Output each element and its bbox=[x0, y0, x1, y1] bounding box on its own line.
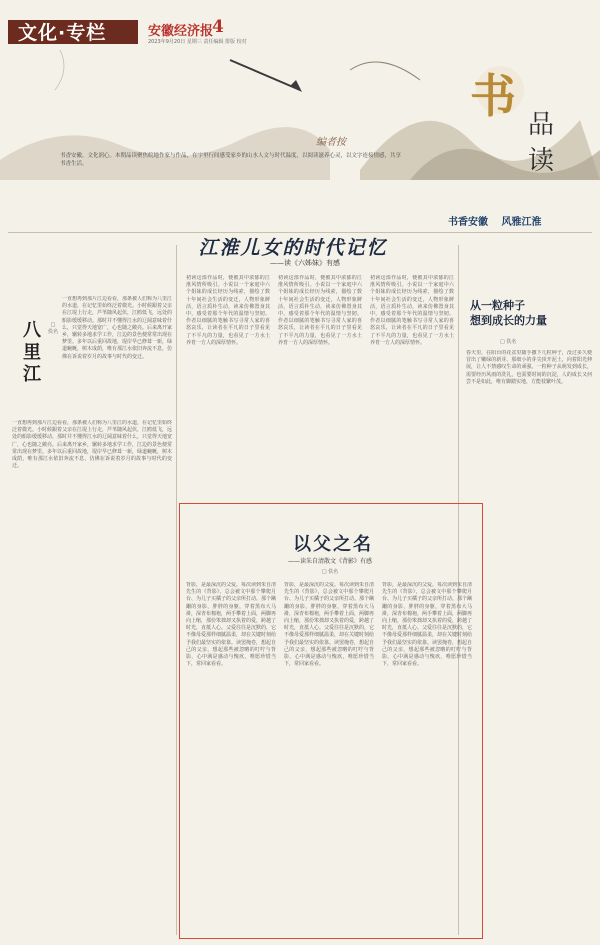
right-article-body: 春天里，在阳台的花盆里随手撒下几粒种子，没过多久便冒出了嫩绿的新芽。那细小的芽尖顶开泥土，向着阳光伸展，让人不禁感叹生命的顽强。一粒种子从萌发到成长，需要经历风雨的洗礼，也需要时间的沉淀，人的成长又何尝不是如此，唯有脚踏实地，方能枝繁叶茂。 bbox=[466, 350, 592, 385]
editor-note-text: 书香安徽，文化润心。本期品读聚焦皖地作家与作品，在字里行间感受家乡的山水人文与时代温度，以阅读滋养心灵，以文字连接情感，共享书香生活。 bbox=[60, 153, 402, 167]
featured-article-subtitle: ——读朱自清散文《背影》有感 bbox=[287, 558, 372, 565]
featured-article-author: □ 佚名 bbox=[321, 569, 339, 575]
right-article-author: □ 佚名 bbox=[500, 339, 517, 345]
slogan-left: 书香安徽 bbox=[448, 217, 488, 228]
center-article-title: 江淮儿女的时代记忆 bbox=[198, 237, 388, 259]
featured-article-col1: 背影，是最深沉的父爱。每次读到朱自清先生的《背影》，总会被文中那个攀爬月台、为儿子买橘子的父亲所打动。那个蹒跚的身影，胖胖的身躯，穿着黑布大马褂，深青布棉袍，两手攀着上面，两脚再向上缩，那份笨拙却又执着的爱，跨越了时光，直抵人心。父爱往往是沉默的，它不像母爱那样细腻温柔，却在关键时刻给予我们最坚实的依靠。读罢掩卷，想起自己的父亲，想起那些被忽略的叮咛与背影，心中满是感动与愧疚，唯愿珍惜当下，常回家看看。 bbox=[186, 582, 276, 668]
center-article-col2: 初读这部作品时，便被其中浓郁的江淮风情所吸引。小说以一个家庭中六个姐妹的成长经历为线索，描绘了数十年间社会生活的变迁，人物形象鲜活，语言质朴生动，读来仿佛置身其中，感受着那个年代的温情与坚韧。作者以细腻的笔触书写寻常人家的喜怒哀乐，让读者在平凡的日子里看见了不平凡的力量，也看见了一方水土养育一方人的深厚情怀。 bbox=[278, 275, 362, 346]
left-article-author: □ 佚名 bbox=[48, 322, 59, 335]
featured-article-col2: 背影，是最深沉的父爱。每次读到朱自清先生的《背影》，总会被文中那个攀爬月台、为儿子买橘子的父亲所打动。那个蹒跚的身影，胖胖的身躯，穿着黑布大马褂，深青布棉袍，两手攀着上面，两脚再向上缩，那份笨拙却又执着的爱，跨越了时光，直抵人心。父爱往往是沉默的，它不像母爱那样细腻温柔，却在关键时刻给予我们最坚实的依靠。读罢掩卷，想起自己的父亲，想起那些被忽略的叮咛与背影，心中满是感动与愧疚，唯愿珍惜当下，常回家看看。 bbox=[284, 582, 374, 668]
center-article-subtitle: ——读《六姊妹》有感 bbox=[270, 259, 340, 267]
page-number: 4 bbox=[212, 17, 224, 37]
featured-article-col3: 背影，是最深沉的父爱。每次读到朱自清先生的《背影》，总会被文中那个攀爬月台、为儿子买橘子的父亲所打动。那个蹒跚的身影，胖胖的身躯，穿着黑布大马褂，深青布棉袍，两手攀着上面，两脚再向上缩，那份笨拙却又执着的爱，跨越了时光，直抵人心。父爱往往是沉默的，它不像母爱那样细腻温柔，却在关键时刻给予我们最坚实的依靠。读罢掩卷，想起自己的父亲，想起那些被忽略的叮咛与背影，心中满是感动与愧疚，唯愿珍惜当下，常回家看看。 bbox=[382, 582, 472, 668]
column-title-top: 品 bbox=[528, 110, 555, 140]
left-article-body: 一直想再到那片江边看看，那条被人们称为八里江的水道，在记忆里始终泛着微光。小时候跟着父亲在江堤上行走，芦苇随风起伏，江鸥低飞，远处的船影缓缓移动。那时并不懂得江水的辽阔意味着什么，只觉得天地宽广，心也随之敞亮。后来离开家乡，辗转多地求学工作，江边的景色便常常出现在梦里。多年以后重回故地，堤岸早已修葺一新，绿道蜿蜒，树木成荫，唯有那江水依旧奔流不息，仿佛在诉说着岁月的故事与时代的变迁。 bbox=[12, 420, 172, 470]
left-column-divider bbox=[176, 245, 177, 935]
column-title-bottom: 读 bbox=[528, 146, 555, 176]
left-article-body-top: 一直想再到那片江边看看，那条被人们称为八里江的水道，在记忆里始终泛着微光。小时候跟着父亲在江堤上行走，芦苇随风起伏，江鸥低飞，远处的船影缓缓移动。那时并不懂得江水的辽阔意味着什么，只觉得天地宽广，心也随之敞亮。后来离开家乡，辗转多地求学工作，江边的景色便常常出现在梦里。多年以后重回故地，堤岸早已修葺一新，绿道蜿蜒，树木成荫，唯有那江水依旧奔流不息，仿佛在诉说着岁月的故事与时代的变迁。 bbox=[62, 296, 172, 360]
brush-calligraphy-char: 书 bbox=[470, 69, 516, 123]
featured-article-title: 以父之名 bbox=[293, 534, 373, 555]
slogan-right: 风雅江淮 bbox=[501, 217, 542, 228]
section-title: 文化·专栏 bbox=[18, 22, 107, 44]
right-article-title bbox=[470, 298, 595, 328]
right-article-title-line1: 从一粒种子 bbox=[470, 299, 525, 312]
right-article-title-line2: 想到成长的力量 bbox=[470, 314, 547, 327]
newspaper-masthead: 安徽经济报 bbox=[148, 24, 214, 39]
center-article-col3: 初读这部作品时，便被其中浓郁的江淮风情所吸引。小说以一个家庭中六个姐妹的成长经历为线索，描绘了数十年间社会生活的变迁，人物形象鲜活，语言质朴生动，读来仿佛置身其中，感受着那个年代的温情与坚韧。作者以细腻的笔触书写寻常人家的喜怒哀乐，让读者在平凡的日子里看见了不平凡的力量，也看见了一方水土养育一方人的深厚情怀。 bbox=[370, 275, 454, 346]
left-article-title: 八里江 bbox=[23, 320, 41, 385]
center-article-col1: 初读这部作品时，便被其中浓郁的江淮风情所吸引。小说以一个家庭中六个姐妹的成长经历为线索，描绘了数十年间社会生活的变迁，人物形象鲜活，语言质朴生动，读来仿佛置身其中，感受着那个年代的温情与坚韧。作者以细腻的笔触书写寻常人家的喜怒哀乐，让读者在平凡的日子里看见了不平凡的力量，也看见了一方水土养育一方人的深厚情怀。 bbox=[186, 275, 270, 346]
column-slogan bbox=[448, 213, 588, 233]
editor-note-label: 编者按 bbox=[316, 137, 346, 148]
dateline: 2023年9月20日 星期三 责任编辑 排版 校对 bbox=[148, 39, 247, 45]
